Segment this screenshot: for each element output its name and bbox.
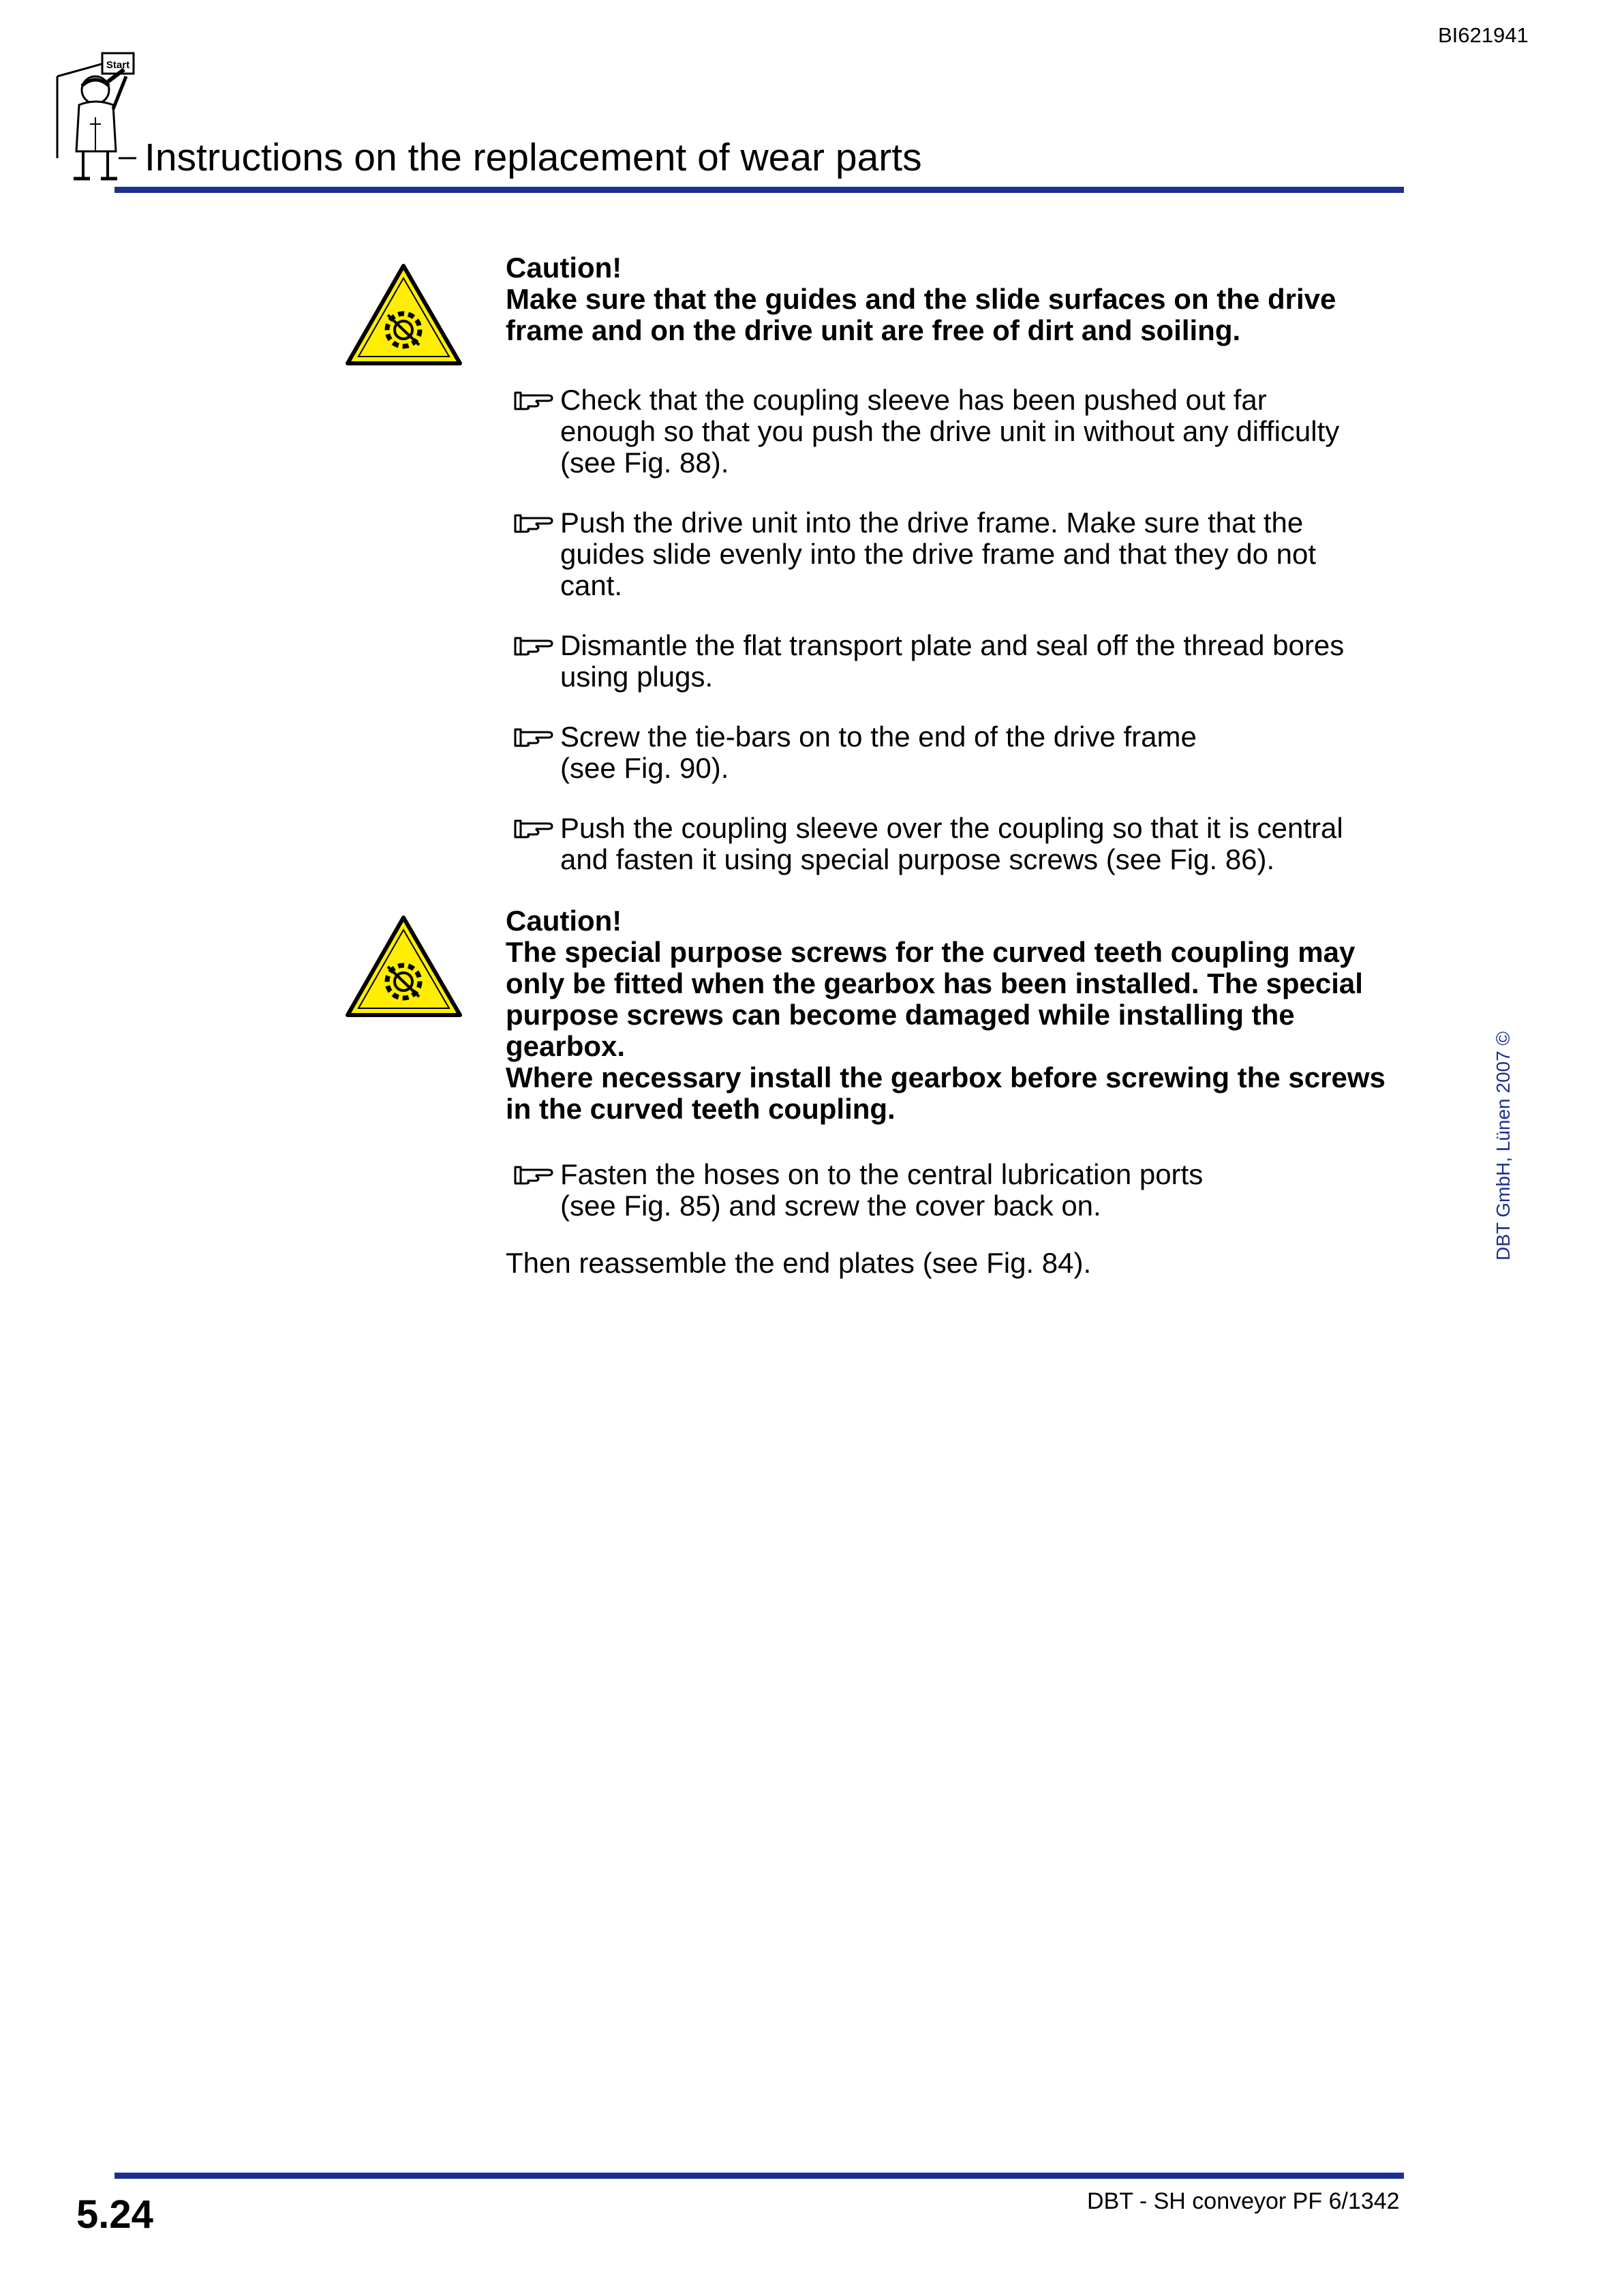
step-line: (see Fig. 85) and screw the cover back on. <box>560 1190 1101 1222</box>
pointing-hand-icon <box>512 1162 555 1186</box>
pointing-hand-icon <box>512 724 555 749</box>
caution-note-1 <box>506 252 1412 346</box>
caution-heading: Caution! <box>506 252 622 284</box>
pointing-hand-icon <box>512 510 555 534</box>
step-line: and fasten it using special purpose screws (see Fig. 86). <box>560 843 1275 875</box>
caution-text: Make sure that the guides and the slide surfaces on the drive frame and on the drive unit are free of dirt and soiling. <box>506 283 1336 346</box>
pointing-hand-icon <box>512 815 555 840</box>
page-title: Instructions on the replacement of wear parts <box>144 136 922 179</box>
list-item <box>506 1159 1412 1222</box>
step-list-b <box>506 1159 1412 1222</box>
header-divider <box>114 187 1404 193</box>
document-id: BI621941 <box>1438 23 1529 47</box>
list-item <box>506 384 1412 479</box>
warning-gear-hazard-icon <box>344 913 463 1019</box>
footer-document-title: DBT - SH conveyor PF 6/1342 <box>1087 2188 1400 2214</box>
list-item <box>506 630 1412 693</box>
warning-gear-hazard-icon <box>344 262 463 367</box>
list-item <box>506 507 1412 601</box>
caution-heading: Caution! <box>506 905 622 937</box>
caution-text: The special purpose screws for the curved teeth coupling may only be fitted when the gearbox has been installed. The special purpose screws can become damaged while installing the gearbox. <box>506 936 1363 1062</box>
list-item <box>506 721 1412 784</box>
copyright-notice: DBT GmbH, Lünen 2007 © <box>1493 1031 1514 1260</box>
pointing-hand-icon <box>512 387 555 412</box>
step-line: Fasten the hoses on to the central lubrication ports <box>560 1158 1204 1190</box>
step-line: Push the drive unit into the drive frame. Make sure that the <box>560 507 1304 539</box>
caution-text: Where necessary install the gearbox before screwing the screws in the curved teeth coupling. <box>506 1061 1386 1125</box>
step-list-a <box>506 384 1412 875</box>
footer-divider <box>114 2173 1404 2179</box>
closing-text: Then reassemble the end plates (see Fig. 84). <box>506 1247 1092 1279</box>
step-line: Push the coupling sleeve over the coupling so that it is central <box>560 812 1343 844</box>
step-line: Dismantle the flat transport plate and seal off the thread bores <box>560 629 1345 661</box>
caution-note-2 <box>506 905 1412 1125</box>
list-item <box>506 813 1412 875</box>
svg-text:Start: Start <box>106 59 130 71</box>
step-line: Screw the tie-bars on to the end of the drive frame <box>560 721 1197 753</box>
page-number: 5.24 <box>76 2192 153 2237</box>
pointing-hand-icon <box>512 633 555 657</box>
step-line: guides slide evenly into the drive frame and that they do not <box>560 538 1317 570</box>
step-line: cant. <box>560 569 623 601</box>
step-line: enough so that you push the drive unit in without any difficulty <box>560 415 1340 447</box>
step-line: Check that the coupling sleeve has been pushed out far <box>560 384 1267 416</box>
step-line: using plugs. <box>560 661 714 693</box>
start-worker-logo-icon <box>48 49 136 185</box>
step-line: (see Fig. 90). <box>560 752 729 784</box>
step-line: (see Fig. 88). <box>560 447 729 479</box>
